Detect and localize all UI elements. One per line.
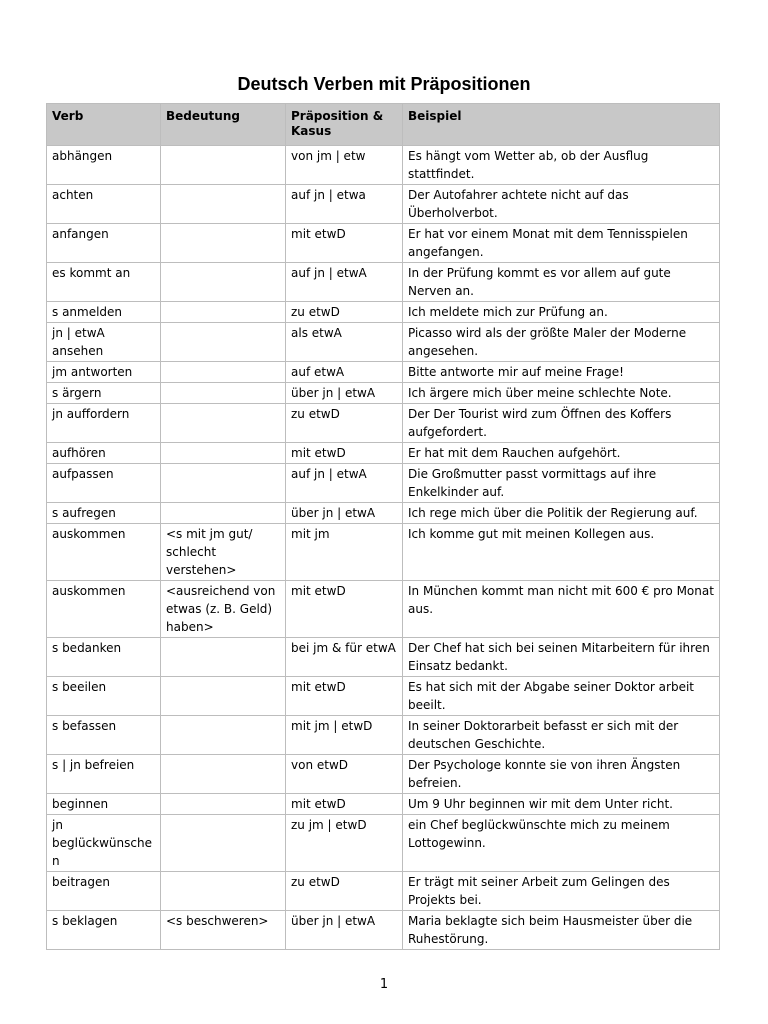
table-row (47, 872, 720, 911)
cell-verb: s | jn befreien (47, 755, 161, 794)
table-row (47, 443, 720, 464)
cell-bedeutung (161, 383, 286, 404)
cell-verb: s beeilen (47, 677, 161, 716)
table-row (47, 224, 720, 263)
cell-verb: auskommen (47, 524, 161, 581)
cell-praeposition: auf etwA (286, 362, 403, 383)
cell-bedeutung (161, 716, 286, 755)
cell-bedeutung (161, 185, 286, 224)
table-row (47, 185, 720, 224)
header-beispiel: Beispiel (403, 104, 720, 146)
table-row (47, 146, 720, 185)
table-row (47, 755, 720, 794)
cell-bedeutung (161, 323, 286, 362)
cell-praeposition: über jn | etwA (286, 503, 403, 524)
cell-praeposition: zu etwD (286, 404, 403, 443)
cell-beispiel: ein Chef beglückwünschte mich zu meinem Lottogewinn. (403, 815, 720, 872)
cell-beispiel: Der Der Tourist wird zum Öffnen des Koffers aufgefordert. (403, 404, 720, 443)
table-row (47, 464, 720, 503)
cell-beispiel: Der Psychologe konnte sie von ihren Ängsten befreien. (403, 755, 720, 794)
table-row (47, 503, 720, 524)
cell-verb: achten (47, 185, 161, 224)
table-row (47, 524, 720, 581)
cell-verb: s aufregen (47, 503, 161, 524)
cell-beispiel: Maria beklagte sich beim Hausmeister über die Ruhestörung. (403, 911, 720, 950)
table-row (47, 911, 720, 950)
table-row (47, 581, 720, 638)
cell-praeposition: von etwD (286, 755, 403, 794)
cell-beispiel: Er trägt mit seiner Arbeit zum Gelingen des Projekts bei. (403, 872, 720, 911)
cell-bedeutung (161, 146, 286, 185)
document-title: Deutsch Verben mit Präpositionen (237, 74, 531, 94)
cell-beispiel: Der Autofahrer achtete nicht auf das Überholverbot. (403, 185, 720, 224)
cell-praeposition: zu etwD (286, 302, 403, 323)
cell-beispiel: Um 9 Uhr beginnen wir mit dem Unter richt. (403, 794, 720, 815)
cell-bedeutung (161, 464, 286, 503)
cell-bedeutung: <s mit jm gut/ schlecht verstehen> (161, 524, 286, 581)
cell-praeposition: mit jm (286, 524, 403, 581)
cell-beispiel: Der Chef hat sich bei seinen Mitarbeitern für ihren Einsatz bedankt. (403, 638, 720, 677)
page-number: 1 (379, 977, 389, 992)
cell-beispiel: In der Prüfung kommt es vor allem auf gute Nerven an. (403, 263, 720, 302)
cell-verb: jn beglückwünschen (47, 815, 161, 872)
cell-praeposition: mit etwD (286, 443, 403, 464)
header-bedeutung: Bedeutung (161, 104, 286, 146)
cell-bedeutung (161, 224, 286, 263)
cell-verb: jm antworten (47, 362, 161, 383)
cell-bedeutung (161, 503, 286, 524)
table-row (47, 677, 720, 716)
cell-verb: beitragen (47, 872, 161, 911)
cell-bedeutung (161, 872, 286, 911)
table-row (47, 383, 720, 404)
cell-verb: anfangen (47, 224, 161, 263)
verb-preposition-table (46, 103, 720, 950)
cell-bedeutung: <ausreichend von etwas (z. B. Geld) haben> (161, 581, 286, 638)
cell-verb: s beklagen (47, 911, 161, 950)
cell-praeposition: mit etwD (286, 581, 403, 638)
table-row (47, 638, 720, 677)
cell-beispiel: Ich meldete mich zur Prüfung an. (403, 302, 720, 323)
cell-verb: s bedanken (47, 638, 161, 677)
cell-verb: jn auffordern (47, 404, 161, 443)
cell-praeposition: auf jn | etwA (286, 464, 403, 503)
cell-beispiel: Er hat vor einem Monat mit dem Tennisspielen angefangen. (403, 224, 720, 263)
cell-beispiel: In München kommt man nicht mit 600 € pro Monat aus. (403, 581, 720, 638)
table-row (47, 716, 720, 755)
cell-beispiel: Picasso wird als der größte Maler der Moderne angesehen. (403, 323, 720, 362)
cell-bedeutung (161, 263, 286, 302)
table-row (47, 302, 720, 323)
table-row (47, 815, 720, 872)
cell-praeposition: bei jm & für etwA (286, 638, 403, 677)
header-verb: Verb (47, 104, 161, 146)
cell-verb: es kommt an (47, 263, 161, 302)
cell-bedeutung (161, 302, 286, 323)
cell-bedeutung: <s beschweren> (161, 911, 286, 950)
cell-bedeutung (161, 815, 286, 872)
cell-beispiel: Es hängt vom Wetter ab, ob der Ausflug stattfindet. (403, 146, 720, 185)
cell-verb: aufhören (47, 443, 161, 464)
cell-praeposition: über jn | etwA (286, 383, 403, 404)
cell-verb: abhängen (47, 146, 161, 185)
cell-praeposition: mit jm | etwD (286, 716, 403, 755)
cell-praeposition: von jm | etw (286, 146, 403, 185)
cell-bedeutung (161, 755, 286, 794)
table-row (47, 404, 720, 443)
header-praeposition: Präposition & Kasus (286, 104, 403, 146)
cell-praeposition: auf jn | etwA (286, 263, 403, 302)
cell-bedeutung (161, 794, 286, 815)
cell-beispiel: Er hat mit dem Rauchen aufgehört. (403, 443, 720, 464)
cell-verb: s ärgern (47, 383, 161, 404)
table-header-row (47, 104, 720, 146)
cell-praeposition: mit etwD (286, 677, 403, 716)
table-row (47, 794, 720, 815)
table-body (47, 146, 720, 950)
cell-beispiel: Ich komme gut mit meinen Kollegen aus. (403, 524, 720, 581)
cell-verb: aufpassen (47, 464, 161, 503)
cell-praeposition: mit etwD (286, 794, 403, 815)
cell-bedeutung (161, 443, 286, 464)
cell-praeposition: über jn | etwA (286, 911, 403, 950)
cell-praeposition: als etwA (286, 323, 403, 362)
cell-beispiel: Ich rege mich über die Politik der Regierung auf. (403, 503, 720, 524)
cell-praeposition: zu etwD (286, 872, 403, 911)
table-row (47, 362, 720, 383)
cell-verb: auskommen (47, 581, 161, 638)
cell-beispiel: Bitte antworte mir auf meine Frage! (403, 362, 720, 383)
cell-praeposition: zu jm | etwD (286, 815, 403, 872)
cell-verb: jn | etwA ansehen (47, 323, 161, 362)
cell-praeposition: mit etwD (286, 224, 403, 263)
cell-verb: s anmelden (47, 302, 161, 323)
cell-beispiel: Ich ärgere mich über meine schlechte Note. (403, 383, 720, 404)
cell-beispiel: In seiner Doktorarbeit befasst er sich mit der deutschen Geschichte. (403, 716, 720, 755)
cell-praeposition: auf jn | etwa (286, 185, 403, 224)
cell-bedeutung (161, 404, 286, 443)
table-row (47, 323, 720, 362)
cell-verb: beginnen (47, 794, 161, 815)
cell-beispiel: Die Großmutter passt vormittags auf ihre Enkelkinder auf. (403, 464, 720, 503)
cell-verb: s befassen (47, 716, 161, 755)
cell-beispiel: Es hat sich mit der Abgabe seiner Doktor arbeit beeilt. (403, 677, 720, 716)
cell-bedeutung (161, 677, 286, 716)
cell-bedeutung (161, 638, 286, 677)
cell-bedeutung (161, 362, 286, 383)
table-row (47, 263, 720, 302)
